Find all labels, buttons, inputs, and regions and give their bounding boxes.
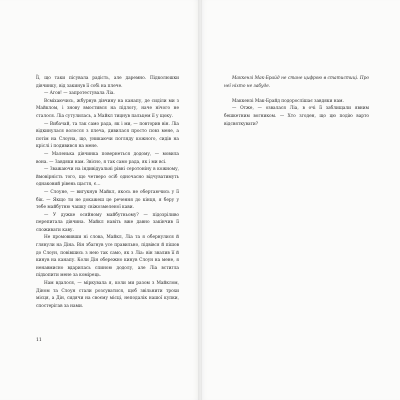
- paragraph: Маккензі Мак-Брайд подорослішає завдяки нам.: [232, 98, 344, 104]
- right-page: [200, 0, 400, 400]
- paragraph: — Слоуне, — вигукнув Майкл, якось не обертаючись у її бік. — Якщо ти не докажеш це речення до кінця, я беру у тебе майбутню чашку свіжозмеленої кави.: [36, 189, 179, 211]
- paragraph: Нам вдалося, — міркувала я, коли ми разом з Майклом, Діном та Слоун стали розсуватися, щоб звільнити трохи місця, а Дін, сидячи на своєму місці, неподалік нашої купки, спостерігав за нами.: [36, 281, 179, 309]
- paragraph: — Маленька дівчинка повернеться додому, — мовила вона. — Завдяки нам. Звісно, я так само рада, як і ми всі.: [36, 151, 179, 165]
- page-number: 11: [36, 338, 42, 343]
- paragraph: Всміхаючись, жбурнув дівчину на канапу, де сиділи ми з Майклом, і знову вмостився на підлогу, наче нічого не сталося. Ліа сутулилась, а Майкл тицнув пальцем її у щоку.: [36, 98, 179, 119]
- book-gutter: [198, 0, 202, 400]
- right-page-text: [224, 75, 369, 128]
- paragraph: — Зважаючи на індивідуальні рівні серотоніну в кожному, ймовірність того, що четверо осіб одночасно відчуватимуть однаковий рівень щастя, є…: [36, 167, 179, 188]
- left-page-text: [36, 75, 179, 310]
- paragraph: — Отже, — озвалася Ліа, в очі її заблищали явним бешкетним вогником. — Хто згоден, що цю подію варто відсвяткувати?: [224, 106, 369, 127]
- paragraph: — У дужке осяйному майбутньому? — підозріливо перепитала дівчина. Майкл навіть вже давно закінчив її споживати каву.: [36, 212, 179, 233]
- paragraph: — Агов! — запротестувала Ліа.: [44, 91, 115, 97]
- paragraph: Не промовивши ні слова, Майкл, Ліа та я обернулися й глянули на Діна. Він збагнув усе правильно, підвівся й пішов до Слоун, повівшись з нею так само, як з Ліа: він звалив її й кинув на канапу. Коли Дін обережно кинув Слоун на мене, я ненавмисно вдарилась спиною додолу, але Ліа встигла підхопити мене за комірець.: [36, 235, 179, 279]
- paragraph: — Вибачай, та так само рада, як і ми, — повторив він. Ліа відкинулася волосся з плеча, дивилася просто повз мене, а потім на Слоуна, що, уникаючи погляду кожного, сидів на кріслі і подивився на мене.: [36, 121, 179, 150]
- paragraph: Її, що таки пісувала радість, але даремно. Підколюшки дівчинку, від закинув її собі на плече.: [36, 76, 179, 89]
- italic-paragraph: Маккензі Мак-Брайд не стане цифрою в статистиці. Про неї ніхто не забуде.: [224, 76, 369, 89]
